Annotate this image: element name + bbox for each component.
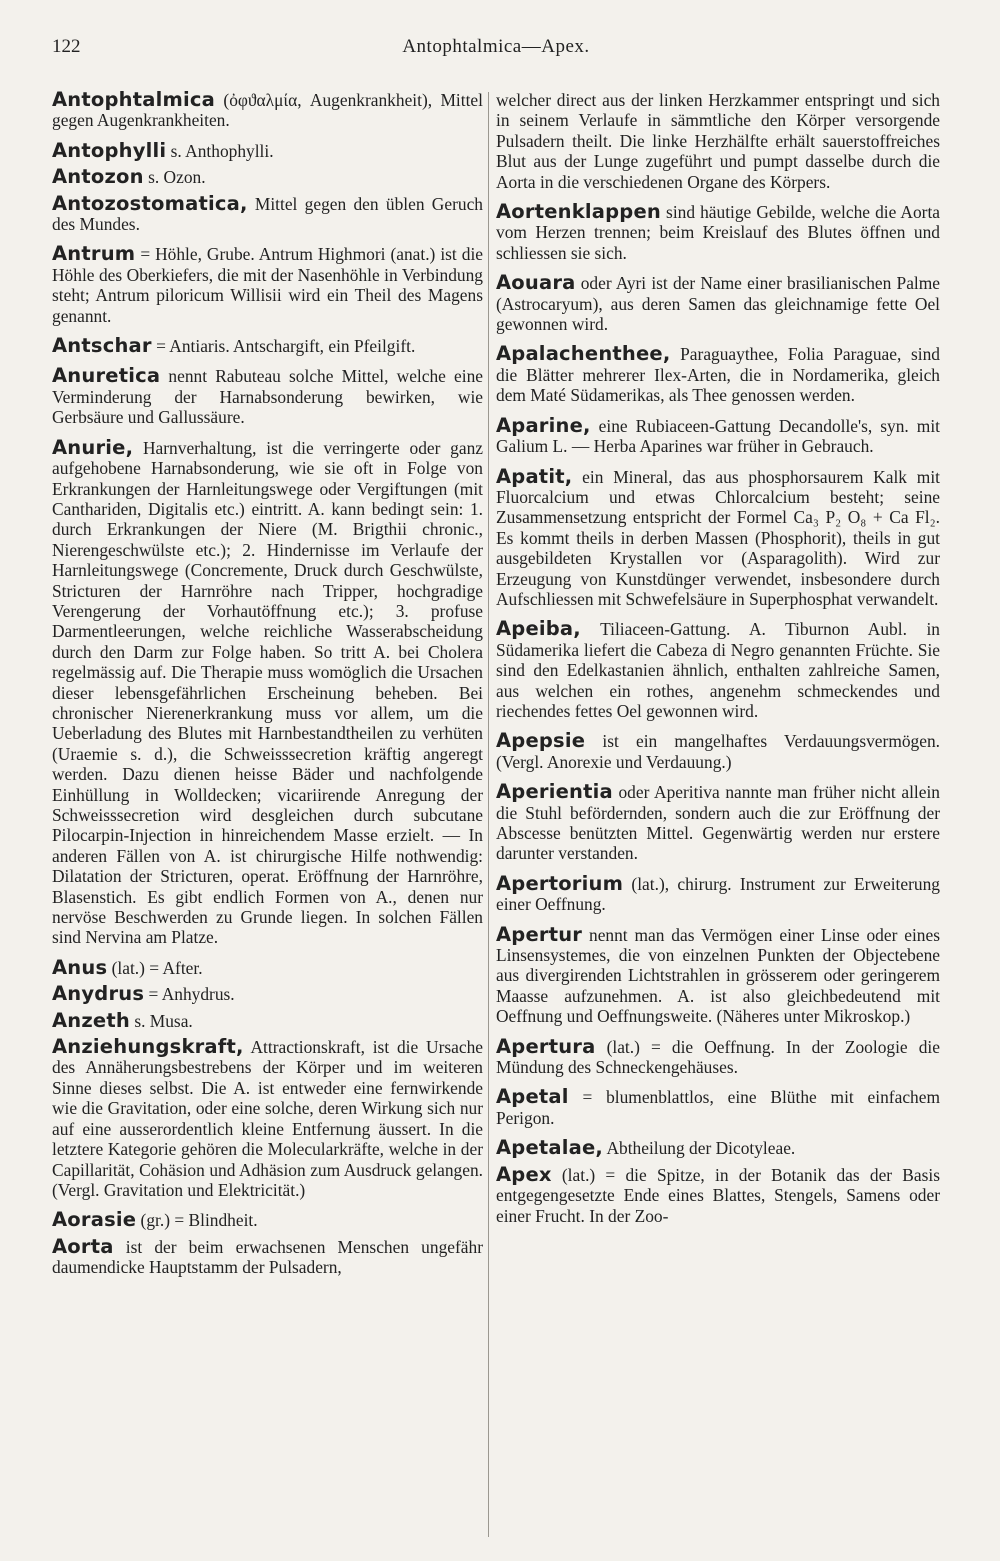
entry-headword: Anydrus (52, 982, 145, 1006)
entry-text: oder Aperitiva nannte man früher nicht allein die Stuhl befördernden, sondern auch die zur Eröffnung der Abscesse benützten Mittel. Gegenwärtig werden nur erstere darunter verstanden. (496, 782, 940, 864)
entry-text: oder Ayri ist der Name einer brasilianischen Palme (Astrocaryum), aus deren Samen das gleichnamige fette Oel gewonnen wird. (496, 273, 940, 335)
entry-headword: Aperientia (496, 780, 613, 804)
entry-text: Abtheilung der Dicotyleae. (606, 1138, 796, 1159)
dictionary-entry (496, 1162, 940, 1226)
dictionary-entry (52, 167, 483, 187)
entry-text: (lat.) = die Spitze, in der Botanik das der Basis entgegengesetzte Ende eines Blattes, Stengels, Samens oder einer Frucht. In der Zoo- (496, 1164, 940, 1226)
entry-headword: Antschar (52, 334, 152, 358)
entry-headword: Apeiba, (496, 617, 581, 641)
entry-headword: Antrum (52, 242, 136, 266)
entry-text: Paraguaythee, Folia Paraguae, sind die Blätter mehrerer Ilex-Arten, die in Nordamerika, gleich dem Maté Südamerikas, als Thee genossen werden. (496, 344, 940, 406)
dictionary-entry (496, 922, 940, 1027)
dictionary-entry (496, 871, 940, 915)
entry-headword: Apetal (496, 1085, 569, 1109)
page-number: 122 (52, 36, 81, 57)
entry-text: Mittel gegen den üblen Geruch des Mundes. (52, 193, 483, 235)
dictionary-entry (52, 366, 483, 427)
dictionary-entry (52, 191, 483, 235)
dictionary-entry (496, 782, 940, 864)
left-column (52, 90, 483, 1288)
entry-headword: Antophylli (52, 138, 167, 162)
entry-headword: Apatit, (496, 464, 573, 488)
entry-text: Attractionskraft, ist die Ursache des Annäherungsbestrebens der Körper und im weiteren Sinne dieses selbst. Die A. ist entweder eine fernwirkende wie die Gravitation, oder eine solche, deren Wirkung sich nur auf eine ausserordentlich kleine Entfernung äussert. In die letztere Kategorie gehören die Molecularkräfte, welche in der Capillarität, Cohäsion und Adhäsion zum Ausdruck gelangen. (Vergl. Gravitation und Elektricität.) (52, 1037, 484, 1200)
entry-headword: Anuretica (52, 364, 161, 388)
entry-headword: Apepsie (496, 729, 586, 753)
dictionary-entry (496, 1034, 940, 1078)
dictionary-entry (496, 464, 940, 610)
dictionary-entry (52, 435, 483, 948)
entry-headword: Aortenklappen (496, 200, 661, 224)
entry-text: ist ein mangelhaftes Verdauungsvermögen. (Vergl. Anorexie und Verdauung.) (496, 731, 940, 772)
dictionary-entry (496, 202, 940, 263)
entry-text: = Höhle, Grube. Antrum Highmori (anat.) ist die Höhle des Oberkiefers, die mit der Nasenhöhle in Verbindung steht; Antrum piloricum Willisii wird ein Theil des Magens genannt. (52, 244, 483, 326)
dictionary-entry (52, 1037, 483, 1200)
dictionary-entry (496, 90, 940, 192)
entry-headword: Apertorium (496, 871, 624, 895)
page-header (52, 36, 940, 64)
column-divider (488, 92, 489, 1537)
entry-text: = Antiaris. Antschargift, ein Pfeilgift. (156, 336, 416, 357)
entry-text: (lat.) = After. (111, 957, 203, 978)
entry-text: Tiliaceen-Gattung. A. Tiburnon Aubl. in Südamerika liefert die Cabeza di Negro genannten Früchte. Sie sind den Edelkastanien ähnlich, enthalten zahlreiche Samen, aus welchen ein rothes, angenehm schmeckendes und riechendes fettes Oel gewonnen wird. (496, 619, 940, 721)
entry-text: (lat.) = die Oeffnung. In der Zoologie die Mündung des Schneckengehäuses. (496, 1036, 940, 1078)
entry-text: s. Anthophylli. (170, 140, 274, 161)
dictionary-entry (52, 336, 483, 356)
entry-text: s. Musa. (134, 1010, 193, 1031)
running-title: Antophtalmica—Apex. (402, 36, 590, 57)
dictionary-entry (496, 273, 940, 334)
dictionary-entry (496, 1138, 940, 1158)
dictionary-entry (52, 984, 483, 1004)
entry-headword: Aorta (52, 1234, 114, 1258)
entry-headword: Apertur (496, 922, 583, 946)
entry-text: sind häutige Gebilde, welche die Aorta vom Herzen trennen; beim Kreislauf des Blutes öffnen und schliessen sie sich. (496, 202, 940, 263)
dictionary-entry (52, 955, 483, 979)
dictionary-entry (52, 90, 483, 131)
dictionary-entry (496, 413, 940, 457)
entry-headword: Apertura (496, 1034, 596, 1058)
dictionary-entry (496, 731, 940, 772)
entry-headword: Apetalae, (496, 1136, 604, 1160)
dictionary-entry (52, 1210, 483, 1230)
entry-headword: Antozostomatica, (52, 191, 248, 215)
dictionary-entry (496, 344, 940, 405)
entry-text: (lat.), chirurg. Instrument zur Erweiterung einer Oeffnung. (496, 873, 940, 915)
entry-headword: Apex (496, 1162, 552, 1186)
entry-text: eine Rubiaceen-Gattung Decandolle's, syn. mit Galium L. — Herba Aparines war früher in Gebrauch. (496, 415, 940, 457)
entry-headword: Aorasie (52, 1208, 137, 1232)
entry-text: = Anhydrus. (148, 984, 235, 1005)
entry-headword: Apalachenthee, (496, 342, 671, 366)
entry-headword: Anus (52, 955, 108, 979)
entry-text: welcher direct aus der linken Herzkammer entspringt und sich in seinem Verlaufe in sämmtliche den Körper versorgende Pulsadern theilt. Die linke Herzhälfte erhält sauerstoffreiches Blut aus der Lunge zugeführt und pumpt dasselbe durch die Aorta in die verschiedenen Organe des Körpers. (496, 90, 940, 192)
entry-text: ist der beim erwachsenen Menschen ungefähr daumendicke Hauptstamm der Pulsadern, (52, 1236, 483, 1278)
entry-text: (ὀφϑαλμία, Augenkrankheit), Mittel gegen Augenkrankheiten. (52, 90, 483, 131)
dictionary-entry (52, 1234, 483, 1278)
entry-headword: Aparine, (496, 413, 591, 437)
dictionary-entry (496, 1087, 940, 1128)
dictionary-entry (496, 619, 940, 721)
entry-headword: Antophtalmica (52, 88, 216, 111)
dictionary-entry (52, 138, 483, 162)
entry-headword: Anzeth (52, 1008, 130, 1032)
entry-text: nennt Rabuteau solche Mittel, welche eine Verminderung der Harnabsonderung bewirken, wie Gerbsäure und Gallussäure. (52, 366, 483, 428)
entry-headword: Antozon (52, 165, 144, 189)
entry-text: ein Mineral, das aus phosphorsaurem Kalk mit Fluorcalcium und etwas Chlorcalcium besteht; seine Zusammensetzung entspricht der Formel Ca₃ P₂ O₈ + Ca Fl₂. Es kommt theils in derben Massen (Phosphorit), theils in gut ausgebildeten Krystallen vor (Asparagolith). Wird zur Erzeugung von Kunstdünger verwendet, insbesondere durch Aufschliessen mit Schwefelsäure in Superphosphat verwandelt. (496, 466, 940, 609)
dictionary-entry (52, 1008, 483, 1032)
entry-text: s. Ozon. (148, 167, 206, 188)
entry-headword: Anurie, (52, 435, 134, 459)
entry-headword: Anziehungskraft, (52, 1035, 244, 1059)
entry-text: = blumenblattlos, eine Blüthe mit einfachem Perigon. (496, 1087, 940, 1128)
entry-headword: Aouara (496, 271, 576, 295)
dictionary-entry (52, 244, 483, 326)
right-column (496, 90, 940, 1236)
entry-text: Harnverhaltung, ist die verringerte oder ganz aufgehobene Harnabsonderung, wie sie oft in Folge von Erkrankungen der Harnleitungswege oder Vergiftungen (mit Canthariden, Digitalis etc.) eintritt. A. kann bedingt sein: 1. durch Erkrankungen der Niere (M. Brigthii chronic., Nierengeschwülste etc.); 2. Hindernisse im Verlaufe der Harnleitungswege (Concremente, Druck durch Geschwülste, Stricturen der Harnröhre nach Tripper, hochgradige Verengerung der Vorhautöffnung etc.); 3. profuse Darmentleerungen, welche reichliche Wasserabscheidung durch den Darm zur Folge haben. So tritt A. bei Cholera regelmässig auf. Die Therapie muss womöglich die Ursachen dieser lebensgefährlichen Erscheinung beheben. Bei chronischer Nierenerkrankung muss vor allem, um die Ueberladung des Blutes mit Harnbestandtheilen zu verhüten (Uraemie s. d.), die Schweisssecretion kräftig angeregt werden. Dazu dienen heisse Bäder und nachfolgende Einhüllung in Wolldecken; vicariirende Anregung der Schweisssecretion wird desgleichen durch subcutane Pilocarpin-Injection in hinreichendem Masse erzielt. — In anderen Fällen von A. ist chirurgische Hilfe nothwendig: Dilatation der Stricturen, operat. Eröffnung der Harnröhre, Blasenstich. Es gibt endlich Formen von A., denen nur nervöse Beschwerden zu Grunde liegen. In solchen Fällen sind Nervina am Platze. (52, 437, 483, 948)
entry-text: (gr.) = Blindheit. (140, 1210, 258, 1231)
entry-text: nennt man das Vermögen einer Linse oder eines Linsensystemes, die von einzelnen Punkten der Objectebene aus divergirenden Lichtstrahlen in grösserem oder geringerem Maasse aufzunehmen. A. ist also gleichbedeutend mit Oeffnung und Oeffnungsweite. (Näheres unter Mikroskop.) (496, 924, 940, 1027)
